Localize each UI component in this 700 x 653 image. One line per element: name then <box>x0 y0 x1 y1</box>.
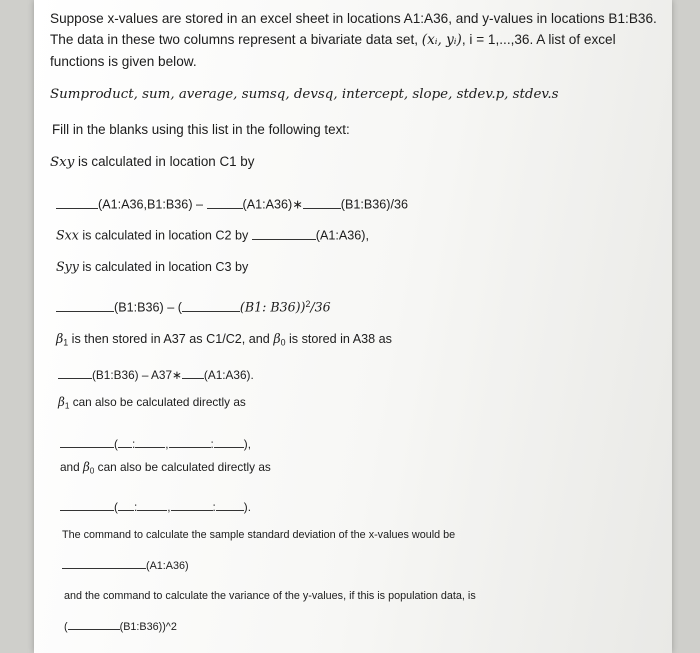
beta0-direct-comma: , <box>167 499 171 514</box>
syy-formula-c: /36 <box>310 299 331 315</box>
beta1-direct-blank-5[interactable] <box>214 435 244 448</box>
sxy-symbol: Sxy <box>50 155 75 170</box>
beta1-direct-comma: , <box>165 436 169 451</box>
stdev-command-text: The command to calculate the sample standard deviation of the x-values would be <box>62 529 456 541</box>
beta0-formula-b: (A1:A36). <box>203 367 254 382</box>
beta0-formula-a: (B1:B36) – A37∗ <box>92 367 182 382</box>
intro-text-1: Suppose x-values are stored in an excel sheet in locations A1:A36, and y-values in locations B1:B36. The data in these two columns represent a bivariate data set, <box>50 11 657 47</box>
beta0-direct-blank-4[interactable] <box>171 498 213 511</box>
beta0-direct-colon-2: : <box>212 499 216 514</box>
variance-command-text: and the command to calculate the variance of the y-values, if this is population data, is <box>64 590 476 602</box>
beta0-direct-formula <box>60 498 251 514</box>
beta0-direct-text-a: and <box>60 460 83 474</box>
beta0-blank-1[interactable] <box>58 366 92 379</box>
beta0-symbol: β <box>273 331 281 346</box>
sxx-text: is calculated in location C2 by <box>78 228 249 243</box>
intro-paragraph <box>50 8 660 72</box>
beta0-direct-close: ). <box>243 499 251 514</box>
syy-formula-a: (B1:B36) – ( <box>114 300 182 315</box>
sxy-line <box>50 155 254 169</box>
beta0-direct-text-b: can also be calculated directly as <box>94 460 271 474</box>
beta0-direct-symbol: β <box>82 460 90 474</box>
syy-blank-1[interactable] <box>56 298 114 312</box>
sxy-blank-1[interactable] <box>56 195 98 209</box>
beta0-direct-blank-5[interactable] <box>216 498 244 511</box>
beta1-direct-blank-1[interactable] <box>60 435 114 448</box>
function-list: Sumproduct, sum, average, sumsq, devsq, intercept, slope, stdev.p, stdev.s <box>50 87 559 102</box>
beta1-direct-formula <box>60 435 251 451</box>
sxx-line <box>56 226 369 242</box>
beta1-direct-blank-3[interactable] <box>135 435 165 448</box>
beta1-store-text-a: is then stored in A37 as C1/C2, and <box>68 332 274 346</box>
intro-text-2: , i = 1,...,36. A list of excel functions is given below. <box>50 32 616 69</box>
beta1-direct-sub: 1 <box>64 401 70 411</box>
beta0-direct-open: ( <box>114 499 118 514</box>
beta1-direct-text: can also be calculated directly as <box>69 395 246 409</box>
beta0-direct-blank-3[interactable] <box>137 498 167 511</box>
beta1-direct-close: ), <box>243 436 251 451</box>
beta0-direct-line <box>60 462 271 476</box>
stdev-formula-text: (A1:A36) <box>146 559 189 572</box>
beta1-direct-colon-2: : <box>210 436 214 451</box>
variance-blank[interactable] <box>68 618 120 630</box>
data-pair: (xᵢ, yᵢ) <box>421 32 462 48</box>
beta1-direct-blank-4[interactable] <box>169 435 211 448</box>
beta0-sub: 0 <box>280 337 286 348</box>
sxy-formula-c: (B1:B36)/36 <box>340 197 408 212</box>
stdev-blank[interactable] <box>62 557 146 569</box>
sxy-formula-b: (A1:A36)∗ <box>242 197 303 212</box>
syy-formula-sup: 2 <box>305 299 311 310</box>
syy-formula-b: (B1: B36)) <box>239 299 306 315</box>
beta1-sub: 1 <box>63 337 69 348</box>
instruction-text: Fill in the blanks using this list in the following text: <box>52 122 350 137</box>
variance-formula <box>64 618 177 633</box>
variance-formula-text: (B1:B36))^2 <box>119 620 177 633</box>
beta1-symbol: β <box>56 331 64 346</box>
beta1-direct-blank-2[interactable] <box>118 435 132 448</box>
beta0-direct-colon-1: : <box>133 499 138 514</box>
beta0-direct-blank-1[interactable] <box>60 498 114 511</box>
beta1-direct-symbol: β <box>58 395 65 409</box>
sxx-blank[interactable] <box>252 226 316 240</box>
beta0-direct-sub: 0 <box>89 466 95 476</box>
sxx-symbol: Sxx <box>56 227 79 243</box>
beta0-formula <box>58 366 254 382</box>
sxx-formula: (A1:A36), <box>315 228 369 243</box>
beta1-store-text-b: is stored in A38 as <box>285 332 392 346</box>
beta1-store-line <box>56 333 392 347</box>
sxy-text: is calculated in location C1 by <box>74 154 255 169</box>
sxy-formula <box>56 195 408 211</box>
beta1-direct-open: ( <box>114 436 118 451</box>
syy-blank-2[interactable] <box>182 298 240 312</box>
syy-line <box>56 261 248 274</box>
syy-symbol: Syy <box>56 259 79 274</box>
variance-open: ( <box>64 620 68 633</box>
sxy-blank-3[interactable] <box>303 195 341 209</box>
question-sheet <box>34 0 672 653</box>
sxy-blank-2[interactable] <box>207 195 243 209</box>
beta0-direct-blank-2[interactable] <box>118 498 134 511</box>
sxy-formula-a: (A1:A36,B1:B36) – <box>98 197 204 212</box>
beta1-direct-line <box>58 397 246 411</box>
beta0-blank-2[interactable] <box>182 366 204 379</box>
syy-formula <box>56 298 331 314</box>
syy-text: is calculated in location C3 by <box>78 260 249 274</box>
beta1-direct-colon-1: : <box>131 436 136 451</box>
stdev-formula <box>62 557 189 572</box>
